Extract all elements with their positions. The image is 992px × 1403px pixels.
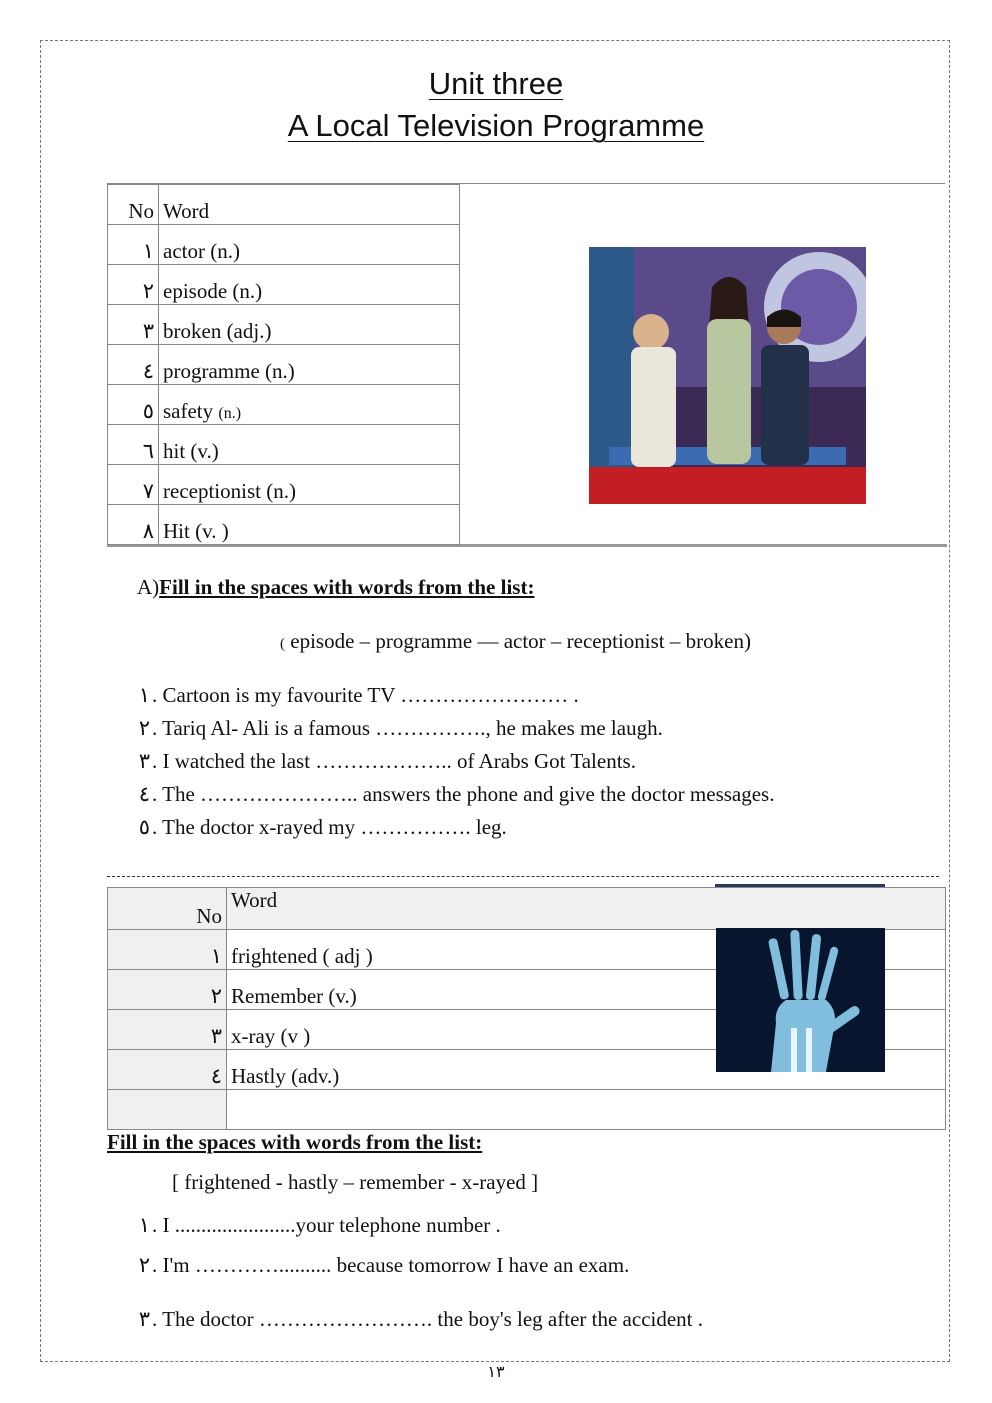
sentence-item: ٢. Tariq Al- Ali is a famous ……………., he makes me laugh. (138, 716, 663, 740)
exercise-b-sentence-3: ٣. The doctor ……………………. the boy's leg after the accident . (138, 1307, 704, 1331)
header-no: No (108, 185, 159, 225)
table-row (108, 265, 460, 305)
row-word: broken (adj.) (159, 305, 460, 345)
tv-show-photo (589, 247, 866, 504)
row-number (108, 1090, 227, 1130)
header-word: Word (159, 185, 460, 225)
table-row (108, 465, 460, 505)
row-word: frightened ( adj ) (227, 930, 946, 970)
header-no: No (108, 888, 227, 930)
table-row (108, 425, 460, 465)
row-word: Hit (v. ) (159, 505, 460, 545)
exercise-a-heading: A)Fill in the spaces with words from the list: (137, 575, 535, 599)
section-divider (107, 876, 939, 877)
exercise-a-word-list: ( episode – programme — actor – receptionist – broken) (280, 629, 751, 653)
sentence-item: ٥. The doctor x-rayed my ……………. leg. (138, 815, 507, 839)
table-header (108, 888, 946, 930)
xray-hand-image (716, 928, 885, 1072)
exercise-b-heading: Fill in the spaces with words from the list: (107, 1130, 483, 1154)
row-word: safety (n.) (159, 385, 460, 425)
row-number: ٦ (108, 425, 159, 465)
row-word (227, 1090, 946, 1130)
exercise-b-sentence-1: ١. I .......................your telephone number . (138, 1213, 501, 1237)
header-word: Word (227, 888, 946, 930)
lesson-title: A Local Television Programme (287, 108, 705, 143)
row-number: ٢ (108, 970, 227, 1010)
row-number: ١ (108, 930, 227, 970)
exercise-b-sentence-2: ٢. I'm ………….......... because tomorrow I have an exam. (138, 1253, 630, 1277)
row-number: ٢ (108, 265, 159, 305)
row-number: ٨ (108, 505, 159, 545)
table-row (108, 1090, 946, 1130)
row-word: hit (v.) (159, 425, 460, 465)
row-word: episode (n.) (159, 265, 460, 305)
row-number: ٤ (108, 1050, 227, 1090)
row-number: ٥ (108, 385, 159, 425)
row-number: ٣ (108, 1010, 227, 1050)
row-number: ١ (108, 225, 159, 265)
row-number: ٧ (108, 465, 159, 505)
sentence-item: ٤. The ………………….. answers the phone and give the doctor messages. (138, 782, 775, 806)
vocab-table-1 (107, 184, 460, 545)
row-word: x-ray (v ) (227, 1010, 946, 1050)
table-row (108, 385, 460, 425)
exercise-a-sentences (128, 679, 774, 844)
table-row (108, 305, 460, 345)
row-number: ٣ (108, 305, 159, 345)
sentence-item: ١. Cartoon is my favourite TV …………………… . (138, 683, 579, 707)
sentence-item: ٣. I watched the last ……………….. of Arabs Got Talents. (138, 749, 636, 773)
unit-title: Unit three (428, 66, 564, 101)
page-number: ١٣ (487, 1364, 505, 1381)
exercise-b-word-list: [ frightened - hastly – remember - x-rayed ] (172, 1170, 539, 1194)
table-row (108, 345, 460, 385)
row-word: Remember (v.) (227, 970, 946, 1010)
table-header (108, 185, 460, 225)
table-row (108, 505, 460, 545)
row-number: ٤ (108, 345, 159, 385)
row-word: actor (n.) (159, 225, 460, 265)
table-row (108, 225, 460, 265)
row-word: programme (n.) (159, 345, 460, 385)
row-word: receptionist (n.) (159, 465, 460, 505)
row-word: Hastly (adv.) (227, 1050, 946, 1090)
